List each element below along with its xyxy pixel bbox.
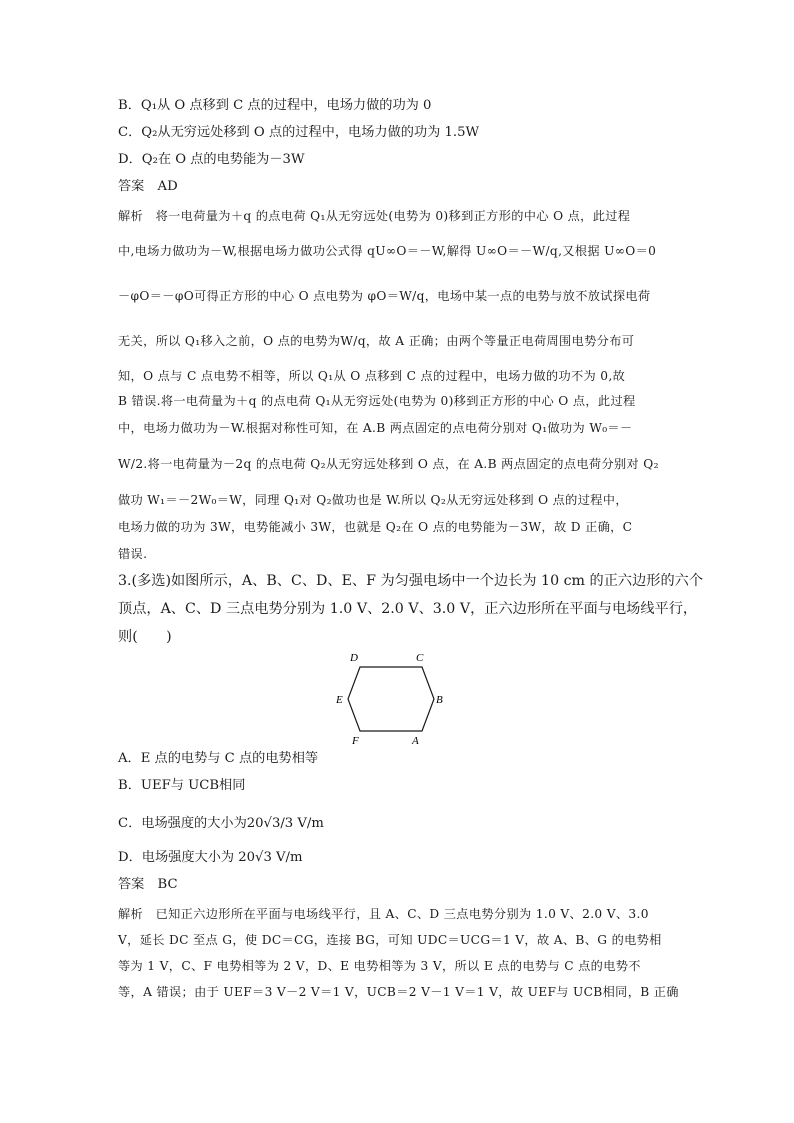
vertex-label-b: B [436, 694, 443, 706]
hexagon-diagram [336, 645, 456, 745]
vertex-label-a: A [412, 735, 419, 745]
analysis-line: 解析 将一电荷量为＋q 的点电荷 Q₁从无穷远处(电势为 0)移到正方形的中心 O 点，此过程 [118, 209, 631, 223]
analysis-line: 等为 1 V，C、F 电势相等为 2 V，D、E 电势相等为 3 V，所以 E 点的电势与 C 点的电势不 [118, 959, 641, 973]
analysis-line: －φO＝－φO可得正方形的中心 O 点电势为 φO＝W/q，电场中某一点的电势与放不放试探电荷 [118, 289, 651, 303]
analysis-line: 等，A 错误；由于 UEF＝3 V－2 V＝1 V，UCB＝2 V－1 V＝1 V，故 UEF与 UCB相同，B 正确 [118, 985, 679, 999]
option-a-line: A．E 点的电势与 C 点的电势相等 [118, 751, 319, 766]
vertex-label-c: C [416, 652, 424, 664]
question-3-line: 则( ) [118, 629, 172, 645]
option-c-line: C．电场强度的大小为20√3/3 V/m [118, 816, 324, 831]
analysis-line: 错误. [118, 547, 148, 561]
vertex-label-d: D [350, 652, 358, 664]
vertex-label-f: F [352, 735, 359, 745]
option-c-line: C．Q₂从无穷远处移到 O 点的过程中，电场力做的功为 1.5W [118, 125, 480, 140]
answer-line: 答案 AD [118, 179, 178, 194]
hexagon-shape [348, 667, 434, 731]
vertex-label-e: E [336, 694, 343, 706]
question-3-line: 3.(多选)如图所示，A、B、C、D、E、F 为匀强电场中一个边长为 10 cm 的正六边形的六个 [118, 573, 704, 589]
answer-line: 答案 BC [118, 877, 178, 892]
analysis-line: 无关，所以 Q₁移入之前，O 点的电势为W/q，故 A 正确；由两个等量正电荷周围电势分布可 [118, 334, 635, 348]
analysis-line: W/2.将一电荷量为－2q 的点电荷 Q₂从无穷远处移到 O 点，在 A.B 两点固定的点电荷分别对 Q₂ [118, 457, 659, 471]
option-b-line: B．Q₁从 O 点移到 C 点的过程中，电场力做的功为 0 [118, 98, 432, 113]
option-d-line: D．电场强度大小为 20√3 V/m [118, 850, 303, 865]
analysis-line: 电场力做的功为 3W，电势能减小 3W，也就是 Q₂在 O 点的电势能为－3W，故 D 正确，C [118, 520, 633, 534]
question-3-line: 顶点，A、C、D 三点电势分别为 1.0 V、2.0 V、3.0 V，正六边形所在平面与电场线平行， [118, 601, 698, 617]
analysis-line: 中,电场力做功为－W,根据电场力做功公式得 qU∞O＝－W,解得 U∞O＝－W/q,又根据 U∞O＝0 [118, 244, 657, 258]
analysis-line: 知，O 点与 C 点电势不相等，所以 Q₁从 O 点移到 C 点的过程中，电场力做的功不为 0,故 [118, 369, 626, 383]
analysis-line: V，延长 DC 至点 G，使 DC＝CG，连接 BG，可知 UDC＝UCG＝1 V，故 A、B、G 的电势相 [118, 933, 662, 947]
option-b-line: B．UEF与 UCB相同 [118, 778, 246, 793]
analysis-line: B 错误.将一电荷量为＋q 的点电荷 Q₁从无穷远处(电势为 0)移到正方形的中心 O 点，此过程 [118, 394, 636, 408]
analysis-line: 做功 W₁＝－2W₀＝W，同理 Q₁对 Q₂做功也是 W.所以 Q₂从无穷远处移到 O 点的过程中， [118, 493, 628, 507]
option-d-line: D．Q₂在 O 点的电势能为－3W [118, 152, 305, 167]
analysis-line: 解析 已知正六边形所在平面与电场线平行，且 A、C、D 三点电势分别为 1.0 V、2.0 V、3.0 [118, 907, 649, 921]
hexagon-figure [336, 645, 456, 745]
analysis-line: 中，电场力做功为－W.根据对称性可知，在 A.B 两点固定的点电荷分别对 Q₁做功为 W₀＝－ [118, 421, 633, 435]
